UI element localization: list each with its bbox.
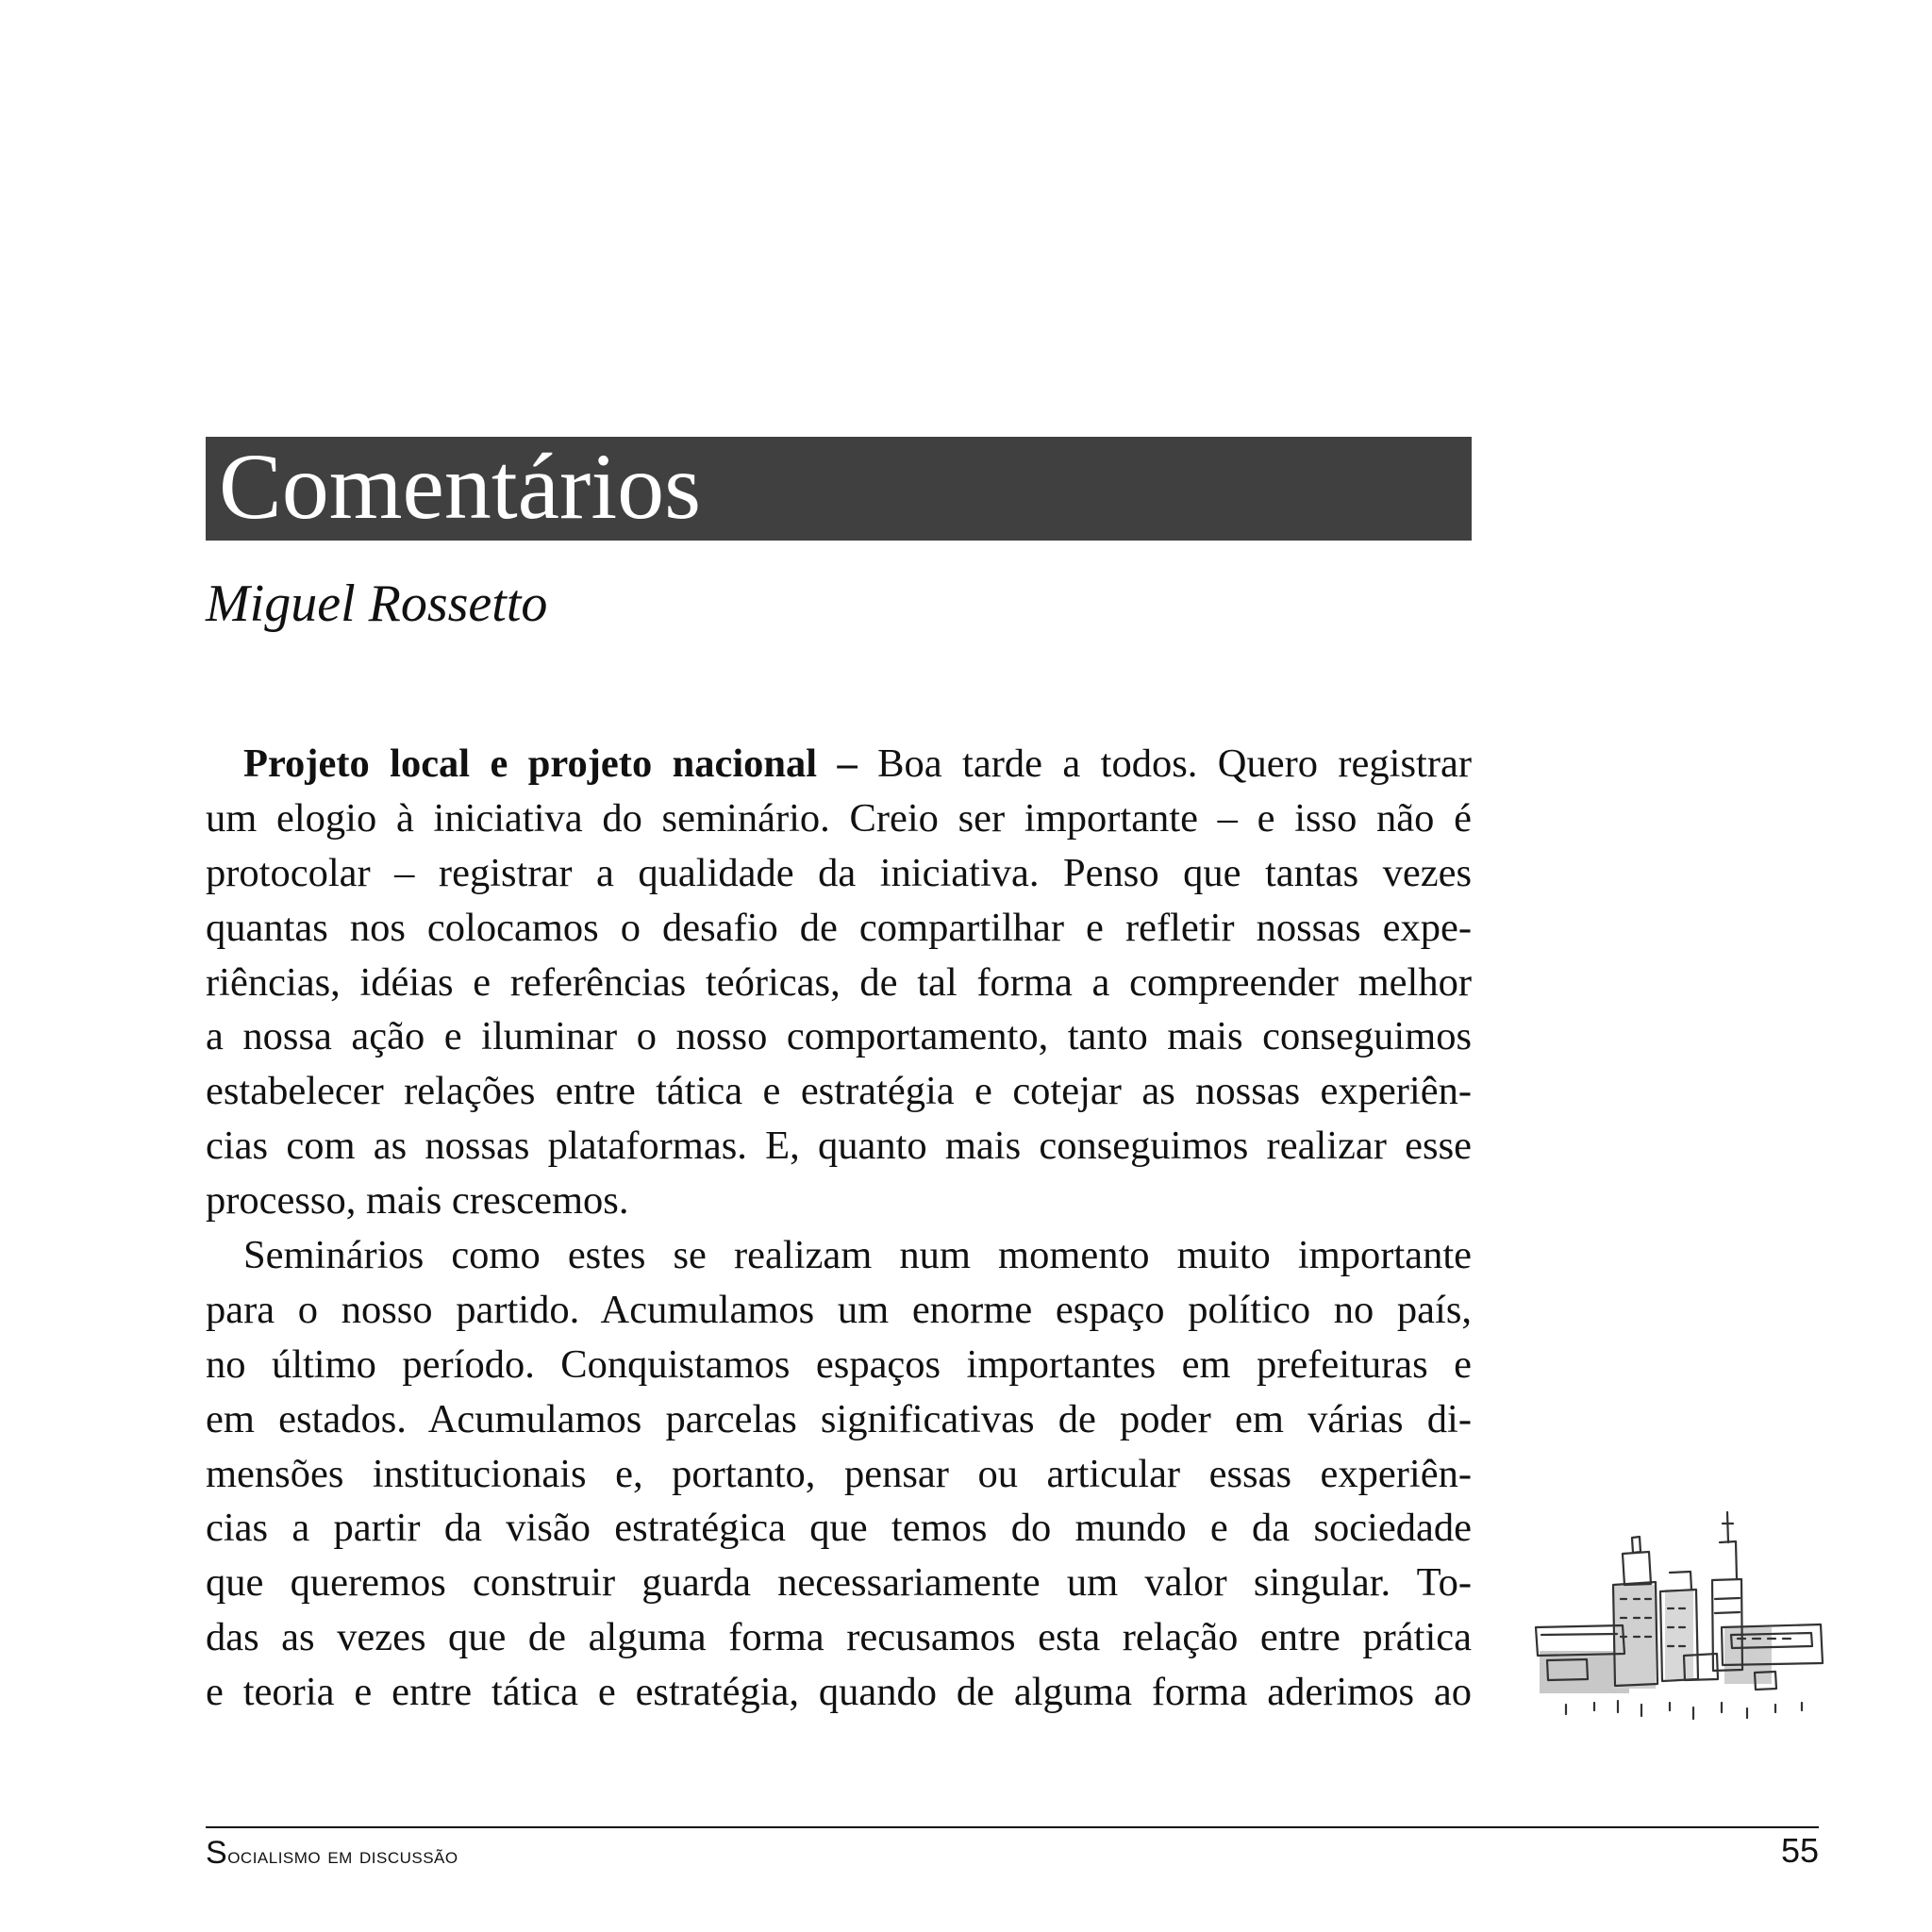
section-title-bar [206, 434, 1472, 541]
paragraph-2-line-2: para o nosso partido. Acumulamos um enorme espaço político no país, [206, 1287, 1472, 1332]
city-skyline-sketch-icon [1528, 1486, 1830, 1731]
paragraph-2-line-7: que queremos construir guarda necessariamente um valor singular. To- [206, 1560, 1472, 1606]
paragraph-1-line-1-text: Boa tarde a todos. Quero registrar [857, 741, 1472, 786]
footer-rule [206, 1826, 1819, 1828]
paragraph-1-line-7: estabelecer relações entre tática e estratégia e cotejar as nossas experiên- [206, 1069, 1472, 1114]
paragraph-1-line-3: protocolar – registrar a qualidade da iniciativa. Penso que tantas vezes [206, 850, 1472, 895]
paragraph-2-line-5: mensões institucionais e, portanto, pensar ou articular essas experiên- [206, 1451, 1472, 1496]
footer-publication-name [206, 1834, 458, 1875]
footer-publication-initial: S [206, 1835, 228, 1871]
paragraph-1-line-9: processo, mais crescemos. [206, 1178, 629, 1224]
paragraph-2-line-9: e teoria e entre tática e estratégia, quando de alguma forma aderimos ao [206, 1670, 1472, 1715]
paragraph-lead-heading: Projeto local e projeto nacional – [243, 741, 858, 786]
page-number: 55 [1780, 1831, 1819, 1870]
paragraph-1-line-1 [206, 737, 1472, 791]
paragraph-1-line-5: riências, idéias e referências teóricas, de tal forma a compreender melhor [206, 959, 1472, 1005]
author-name: Miguel Rossetto [206, 575, 548, 633]
paragraph-2-line-3: no último período. Conquistamos espaços importantes em prefeituras e [206, 1341, 1472, 1387]
paragraph-1-line-8: cias com as nossas plataformas. E, quanto mais conseguimos realizar esse [206, 1124, 1472, 1169]
paragraph-1-line-2: um elogio à iniciativa do seminário. Creio ser importante – e isso não é [206, 795, 1472, 841]
section-title: Comentários [219, 434, 702, 539]
footer-publication-rest: ocialismo em discussão [227, 1843, 458, 1869]
paragraph-2-line-8: das as vezes que de alguma forma recusamos esta relação entre prática [206, 1615, 1472, 1660]
paragraph-1-line-6: a nossa ação e iluminar o nosso comportamento, tanto mais conseguimos [206, 1014, 1472, 1059]
paragraph-2-line-1: Seminários como estes se realizam num momento muito importante [243, 1233, 1472, 1278]
paragraph-1-line-4: quantas nos colocamos o desafio de compartilhar e refletir nossas expe- [206, 905, 1472, 950]
paragraph-2-line-4: em estados. Acumulamos parcelas significativas de poder em várias di- [206, 1396, 1472, 1441]
paragraph-2-line-6: cias a partir da visão estratégica que temos do mundo e da sociedade [206, 1506, 1472, 1551]
article-body [206, 737, 1472, 1720]
